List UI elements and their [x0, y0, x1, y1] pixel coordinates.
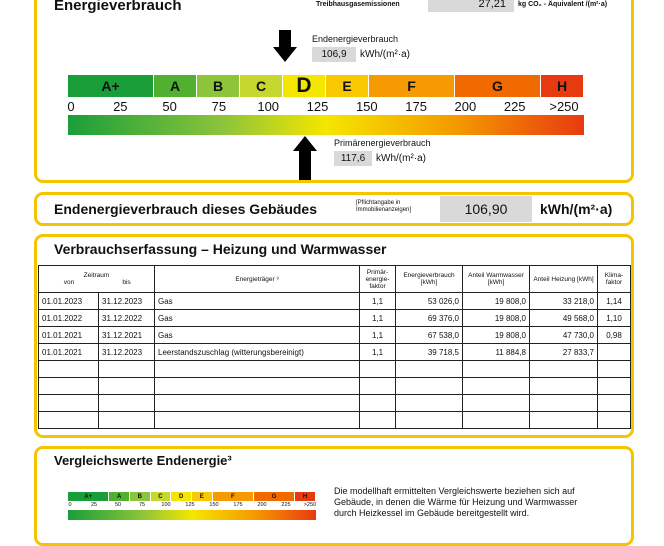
scale-tick: 75 — [211, 99, 227, 114]
cell-warmwasser — [463, 361, 530, 378]
end-energy-value: 106,9 — [312, 47, 356, 62]
gradient-bar — [68, 115, 584, 135]
cell-von — [39, 412, 99, 429]
scale-tick: 125 — [306, 99, 329, 114]
consumption-table — [38, 265, 631, 429]
cell-traeger — [155, 412, 360, 429]
building-consumption-title: Endenergieverbrauch dieses Gebäudes — [54, 201, 317, 217]
cell-klima — [598, 344, 631, 361]
cell-von — [39, 378, 99, 395]
cell-heizung: 49 568,0 — [530, 310, 598, 327]
comparison-class-b: B — [130, 492, 151, 501]
cell-warmwasser — [463, 378, 530, 395]
cell-traeger — [155, 361, 360, 378]
header-heating: Anteil Heizung [kWh] — [530, 266, 598, 293]
cell-bis — [99, 412, 155, 429]
cell-heizung: 27 833,7 — [530, 344, 598, 361]
energy-class-d: D — [283, 75, 326, 97]
scale-tick: 225 — [503, 99, 526, 114]
cell-warmwasser: 19 808,0 — [463, 310, 530, 327]
primary-energy-unit: kWh/(m²·a) — [376, 153, 426, 164]
comparison-class-e: E — [192, 492, 213, 501]
cell-bis: 31.12.2022 — [99, 310, 155, 327]
cell-traeger: Gas — [155, 327, 360, 344]
cell-traeger: Gas — [155, 293, 360, 310]
energy-class-g: G — [455, 75, 541, 97]
cell-von — [39, 395, 99, 412]
cell-warmwasser — [463, 395, 530, 412]
scale-tick: 0 — [67, 99, 75, 114]
cell-warmwasser — [463, 412, 530, 429]
scale-tick: 175 — [405, 99, 427, 114]
cell-klima: 1,10 — [598, 310, 631, 327]
cell-verbrauch: 69 376,0 — [396, 310, 463, 327]
cell-klima — [598, 412, 631, 429]
building-consumption-unit: kWh/(m²·a) — [540, 201, 613, 217]
scale-tick: 200 — [454, 99, 477, 114]
cell-klima: 0,98 — [598, 327, 631, 344]
cell-verbrauch — [396, 412, 463, 429]
cell-verbrauch: 67 538,0 — [396, 327, 463, 344]
cell-von: 01.01.2022 — [39, 310, 99, 327]
comparison-tick: 50 — [114, 502, 122, 508]
cell-verbrauch — [396, 378, 463, 395]
cell-faktor — [360, 378, 396, 395]
cell-bis — [99, 395, 155, 412]
header-energy-consumption: Energieverbrauch [kWh] — [396, 266, 463, 293]
energy-class-c: C — [240, 75, 283, 97]
cell-klima: 1,14 — [598, 293, 631, 310]
cell-verbrauch: 53 026,0 — [396, 293, 463, 310]
comparison-gradient-bar — [68, 510, 316, 520]
comparison-tick: 150 — [209, 502, 219, 508]
cell-traeger: Gas — [155, 310, 360, 327]
table-row — [39, 344, 631, 361]
table-row — [39, 395, 631, 412]
scale-tick: 50 — [162, 99, 177, 114]
cell-faktor: 1,1 — [360, 327, 396, 344]
cell-bis — [99, 378, 155, 395]
table-row — [39, 327, 631, 344]
cell-bis — [99, 361, 155, 378]
cell-klima — [598, 395, 631, 412]
header-climate-factor: Klima-faktor — [598, 266, 631, 293]
cell-warmwasser: 19 808,0 — [463, 327, 530, 344]
comparison-class-aplus: A+ — [68, 492, 109, 501]
comparison-tick: 75 — [138, 502, 146, 508]
table-row — [39, 378, 631, 395]
section-title-energy: Energieverbrauch — [54, 0, 182, 14]
primary-energy-value: 117,6 — [334, 151, 372, 166]
header-warm-water: Anteil Warmwasser [kWh] — [463, 266, 530, 293]
cell-traeger — [155, 395, 360, 412]
comparison-class-h: H — [295, 492, 316, 501]
comparison-tick: 200 — [257, 502, 267, 508]
comparison-class-a: A — [109, 492, 130, 501]
cell-faktor: 1,1 — [360, 293, 396, 310]
comparison-class-g: G — [254, 492, 295, 501]
cell-faktor: 1,1 — [360, 310, 396, 327]
scale-tick: >250 — [549, 99, 579, 114]
cell-klima — [598, 378, 631, 395]
cell-faktor: 1,1 — [360, 344, 396, 361]
cell-verbrauch — [396, 395, 463, 412]
comparison-tick: 175 — [233, 502, 243, 508]
comparison-text: Die modellhaft ermittelten Vergleichswerte beziehen sich auf Gebäude, in denen die Wärme für Heizung und Warmwasser durch Heizkessel im Gebäude bereitgestellt wird. — [334, 486, 578, 518]
cell-von — [39, 361, 99, 378]
cell-bis: 31.12.2021 — [99, 327, 155, 344]
comparison-tick: 225 — [281, 502, 291, 508]
consumption-record-title: Verbrauchserfassung – Heizung und Warmwasser — [54, 241, 387, 257]
ghg-unit: kg CO₂ - Äquivalent /(m²·a) — [518, 1, 608, 8]
cell-verbrauch — [396, 361, 463, 378]
energy-class-h: H — [541, 75, 584, 97]
energy-class-a: A — [154, 75, 197, 97]
cell-heizung — [530, 395, 598, 412]
comparison-class-d: D — [171, 492, 192, 501]
cell-klima — [598, 361, 631, 378]
header-primary-factor: Primär-energie-faktor — [360, 266, 396, 293]
cell-bis: 31.12.2023 — [99, 344, 155, 361]
scale-tick: 100 — [257, 99, 280, 114]
cell-warmwasser: 19 808,0 — [463, 293, 530, 310]
cell-bis: 31.12.2023 — [99, 293, 155, 310]
energy-class-scale — [68, 75, 584, 97]
table-row — [39, 412, 631, 429]
cell-traeger: Leerstandszuschlag (witterungsbereinigt) — [155, 344, 360, 361]
header-period: Zeitraum von bis — [39, 266, 155, 293]
table-row — [39, 361, 631, 378]
cell-faktor — [360, 395, 396, 412]
building-consumption-value: 106,90 — [440, 196, 532, 222]
energy-class-b: B — [197, 75, 240, 97]
comparison-class-f: F — [213, 492, 254, 501]
ghg-label: Treibhausgasemissionen — [316, 1, 400, 8]
comparison-class-scale — [68, 492, 316, 501]
cell-faktor — [360, 361, 396, 378]
cell-heizung — [530, 412, 598, 429]
energy-class-aplus: A+ — [68, 75, 154, 97]
cell-traeger — [155, 378, 360, 395]
primary-energy-label: Primärenergieverbrauch — [334, 138, 431, 148]
cell-heizung: 33 218,0 — [530, 293, 598, 310]
end-energy-label: Endenergieverbrauch — [312, 34, 399, 44]
cell-verbrauch: 39 718,5 — [396, 344, 463, 361]
table-row — [39, 310, 631, 327]
ghg-value: 27,21 — [428, 0, 514, 12]
comparison-tick: 125 — [185, 502, 195, 508]
end-energy-unit: kWh/(m²·a) — [360, 49, 410, 60]
comparison-tick: 25 — [90, 502, 98, 508]
scale-tick: 150 — [355, 99, 378, 114]
cell-faktor — [360, 412, 396, 429]
comparison-class-c: C — [151, 492, 172, 501]
cell-heizung: 47 730,0 — [530, 327, 598, 344]
scale-tick: 25 — [113, 99, 128, 114]
cell-von: 01.01.2023 — [39, 293, 99, 310]
cell-heizung — [530, 361, 598, 378]
cell-von: 01.01.2021 — [39, 327, 99, 344]
cell-heizung — [530, 378, 598, 395]
header-energy-carrier: Energieträger ³ — [155, 266, 360, 293]
mandatory-note: [Pflichtangabe in Immobilienanzeigen] — [356, 200, 412, 213]
comparison-title: Vergleichswerte Endenergie³ — [54, 453, 232, 468]
comparison-tick: 100 — [161, 502, 171, 508]
energy-class-f: F — [369, 75, 455, 97]
cell-von: 01.01.2021 — [39, 344, 99, 361]
cell-warmwasser: 11 884,8 — [463, 344, 530, 361]
comparison-tick: 0 — [68, 502, 72, 508]
comparison-tick: >250 — [303, 502, 317, 508]
energy-class-e: E — [326, 75, 369, 97]
table-row — [39, 293, 631, 310]
